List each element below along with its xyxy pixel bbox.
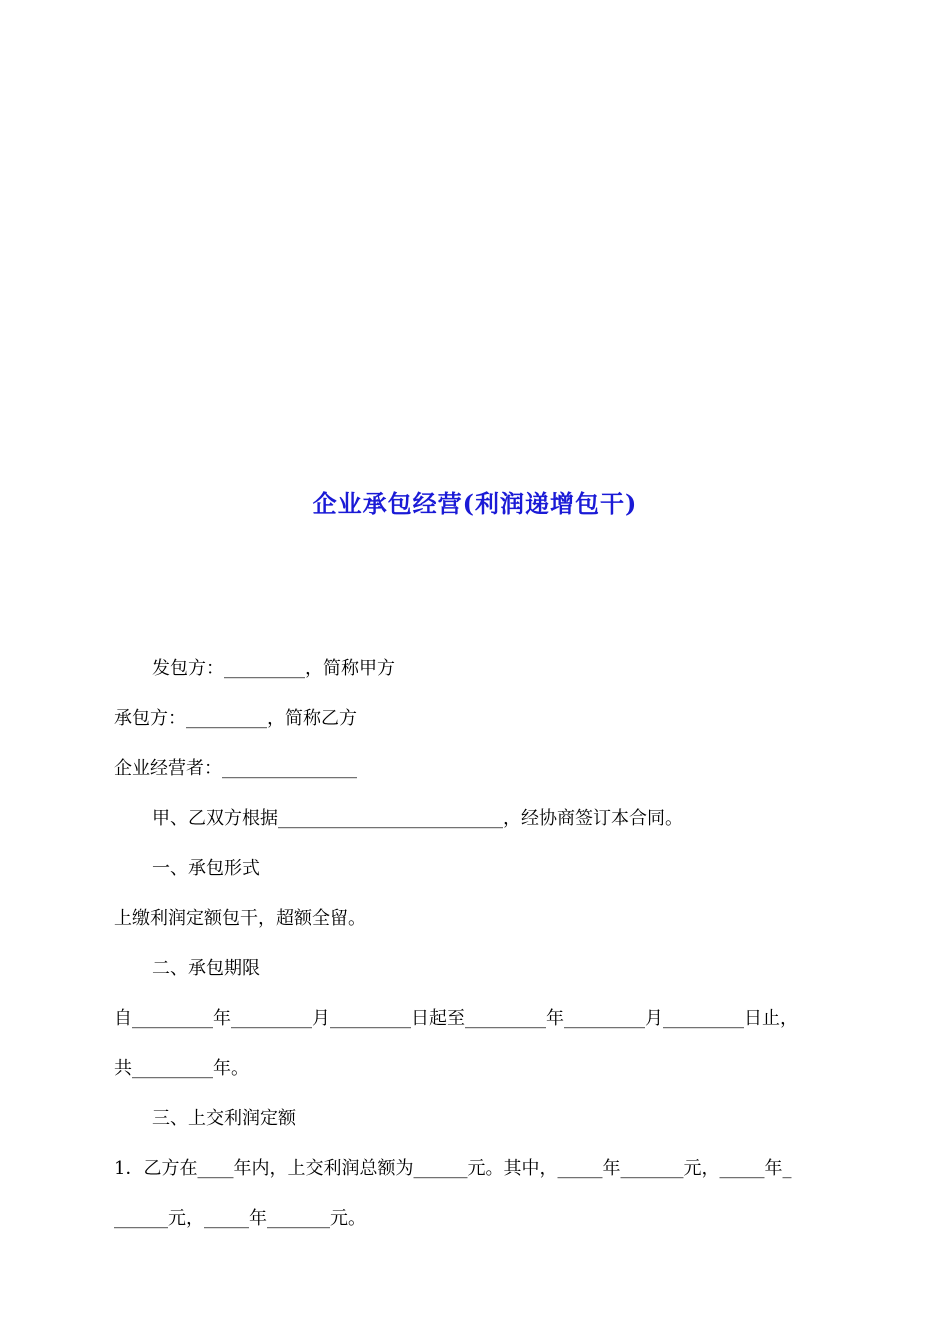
contractor-line: 发包方：_________，简称甲方 (152, 658, 395, 679)
section-heading-profit: 三、上交利润定额 (152, 1108, 296, 1129)
preamble-paragraph: 甲、乙双方根据_________________________，经协商签订本合同。 (152, 808, 683, 829)
profit-item-1-line-2: ______元，_____年_______元。 (114, 1208, 366, 1229)
section-heading-form: 一、承包形式 (152, 858, 260, 879)
operator-line: 企业经营者：_______________ (114, 758, 357, 779)
section-heading-term: 二、承包期限 (152, 958, 260, 979)
section-body-term-line-1: 自_________年_________月_________日起至_________年_________月_________日止， (114, 1008, 798, 1029)
contractee-line: 承包方：_________，简称乙方 (114, 708, 357, 729)
document-title: 企业承包经营(利润递增包干) (312, 489, 638, 518)
section-body-term-line-2: 共_________年。 (114, 1058, 249, 1079)
profit-item-1-line-1: 1．乙方在____年内，上交利润总额为______元。其中，_____年_______元，_____年_ (114, 1158, 792, 1179)
section-body-form: 上缴利润定额包干，超额全留。 (114, 908, 366, 929)
